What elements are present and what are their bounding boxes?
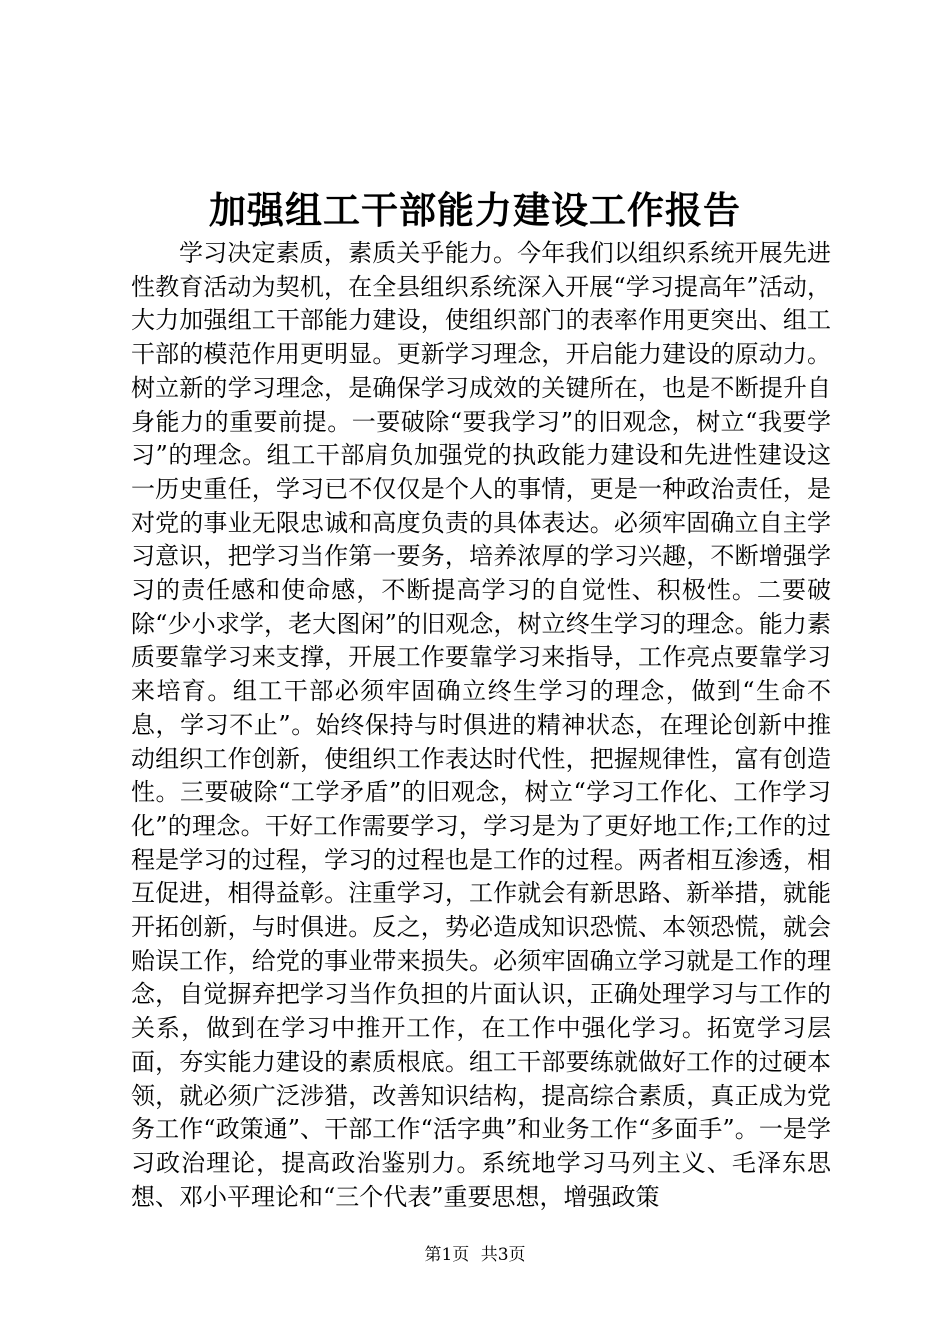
page-total: 共3页 bbox=[480, 1245, 526, 1265]
page-number: 第1页 bbox=[424, 1245, 470, 1265]
document-title: 加强组工干部能力建设工作报告 bbox=[209, 188, 741, 232]
page-footer bbox=[0, 1243, 950, 1267]
body-paragraph: 学习决定素质，素质关乎能力。今年我们以组织系统开展先进性教育活动为契机，在全县组织系统深入开展“学习提高年”活动，大力加强组工干部能力建设，使组织部门的表率作用更突出、组工干部的模范作用更明显。更新学习理念，开启能力建设的原动力。树立新的学习理念，是确保学习成效的关键所在，也是不断提升自身能力的重要前提。一要破除“要我学习”的旧观念，树立“我要学习”的理念。组工干部肩负加强党的执政能力建设和先进性建设这一历史重任，学习已不仅仅是个人的事情，更是一种政治责任，是对党的事业无限忠诚和高度负责的具体表达。必须牢固确立自主学习意识，把学习当作第一要务，培养浓厚的学习兴趣，不断增强学习的责任感和使命感，不断提高学习的自觉性、积极性。二要破除“少小求学，老大图闲”的旧观念，树立终生学习的理念。能力素质要靠学习来支撑，开展工作要靠学习来指导，工作亮点要靠学习来培育。组工干部必须牢固确立终生学习的理念，做到“生命不息，学习不止”。始终保持与时俱进的精神状态，在理论创新中推动组织工作创新，使组织工作表达时代性，把握规律性，富有创造性。三要破除“工学矛盾”的旧观念，树立“学习工作化、工作学习化”的理念。干好工作需要学习，学习是为了更好地工作;工作的过程是学习的过程，学习的过程也是工作的过程。两者相互渗透，相互促进，相得益彰。注重学习，工作就会有新思路、新举措，就能开拓创新，与时俱进。反之，势必造成知识恐慌、本领恐慌，就会贻误工作，给党的事业带来损失。必须牢固确立学习就是工作的理念，自觉摒弃把学习当作负担的片面认识，正确处理学习与工作的关系，做到在学习中推开工作，在工作中强化学习。拓宽学习层面，夯实能力建设的素质根底。组工干部要练就做好工作的过硬本领，就必须广泛涉猎，改善知识结构，提高综合素质，真正成为党务工作“政策通”、干部工作“活字典”和业务工作“多面手”。一是学习政治理论，提高政治鉴别力。系统地学习马列主义、毛泽东思想、邓小平理论和“三个代表”重要思想，增强政策 bbox=[131, 239, 831, 1211]
